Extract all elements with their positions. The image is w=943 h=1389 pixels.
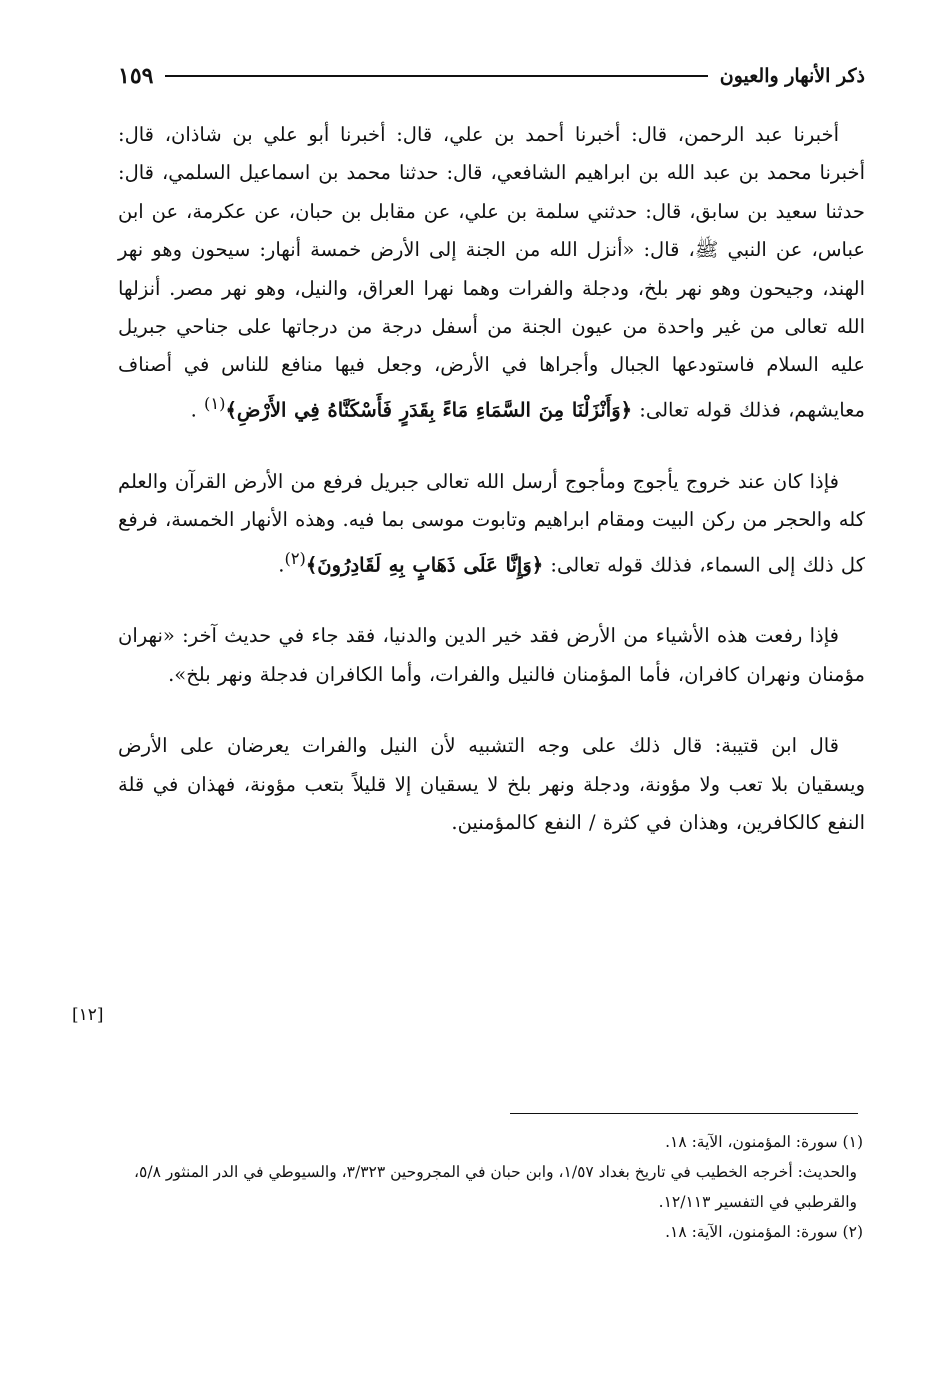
paragraph-1-text: أخبرنا عبد الرحمن، قال: أخبرنا أحمد بن علي، قال: أخبرنا أبو علي بن شاذان، قال: أخبرنا محمد بن عبد الله بن ابراهيم الشافعي، قال: حدثنا محمد بن اسماعيل السلمي، قال: حدثنا سعيد بن سابق، قال: حدثني سلمة بن علي، عن مقابل بن حبان، عن عكرمة، عن ابن عباس، عن النبي ﷺ، قال: «أنزل الله من الجنة إلى الأرض خمسة أنهار: سيحون وهو نهر الهند، وجيحون وهو نهر بلخ، ودجلة والفرات وهما نهرا العراق، والنيل، وهو نهر مصر. أنزلها الله تعالى من غير واحدة من عيون الجنة من أسفل درجة من درجاتها على جناحي جبريل عليه السلام فاستودعها الجبال وأجراها في الأرض، وجعل فيها منافع للناس في أصناف معايشهم، فذلك قوله تعالى: bbox=[118, 123, 865, 422]
paragraph-1 bbox=[118, 116, 865, 430]
main-text bbox=[118, 116, 865, 876]
running-title: ذكر الأنهار والعيون bbox=[719, 65, 865, 87]
header-rule bbox=[165, 75, 707, 77]
paragraph-4: قال ابن قتيبة: قال ذلك على وجه التشبيه لأن النيل والفرات يعرضان على الأرض ويسقيان بلا تعب ولا مؤونة، ودجلة ونهر بلخ لا يسقيان إلا قليلاً بتعب مؤونة، فهذان في قلة النفع كالكافرين، وهذان في كثرة / النفع كالمؤمنين. bbox=[118, 734, 865, 835]
page-number: ١٥٩ bbox=[118, 63, 154, 89]
quran-verse-2: ﴿وَإِنَّا عَلَى ذَهَابٍ بِهِ لَقَادِرُونَ﴾ bbox=[305, 553, 544, 577]
footnote-2: (٢) سورة: المؤمنون، الآية: ١٨. bbox=[665, 1223, 863, 1241]
paragraph-3: فإذا رفعت هذه الأشياء من الأرض فقد خير الدين والدنيا، فقد جاء في حديث آخر: «نهران مؤمنان ونهران كافران، فأما المؤمنان فالنيل والفرات، وأما الكافران فدجلة ونهر بلخ». bbox=[118, 624, 865, 686]
manuscript-folio-marker: [١٢] bbox=[72, 1005, 104, 1025]
footnote-marker-1: (١) bbox=[204, 393, 226, 413]
footnote-1-detail: والحديث: أخرجه الخطيب في تاريخ بغداد ١/٥٧، وابن حبان في المجروحين ٣/٣٢٣، والسيوطي في الدر المنثور ٥/٨، والقرطبي في التفسير ١٢/١١٣. bbox=[134, 1163, 857, 1211]
running-header bbox=[118, 58, 865, 94]
paragraph-2-end: . bbox=[278, 553, 285, 577]
footnote-marker-2: (٢) bbox=[284, 548, 306, 568]
paragraph-2 bbox=[118, 463, 865, 585]
quran-verse-1: ﴿وَأَنْزَلْنَا مِنَ السَّمَاءِ مَاءً بِقَدَرٍ فَأَسْكَنَّاهُ فِي الأَرْضِ﴾ bbox=[225, 398, 633, 422]
paragraph-1-end: . bbox=[190, 398, 197, 422]
footnote-1: (١) سورة: المؤمنون، الآية: ١٨. bbox=[665, 1133, 863, 1151]
footnote-rule bbox=[510, 1113, 858, 1114]
footnotes bbox=[118, 1127, 863, 1247]
paragraph-2-text: فإذا كان عند خروج يأجوج ومأجوج أرسل الله تعالى جبريل فرفع من الأرض القرآن والعلم كله والحجر من ركن البيت ومقام ابراهيم وتابوت موسى بما فيه. وهذه الأنهار الخمسة، فرفع كل ذلك إلى السماء، فذلك قوله تعالى: bbox=[118, 469, 865, 577]
